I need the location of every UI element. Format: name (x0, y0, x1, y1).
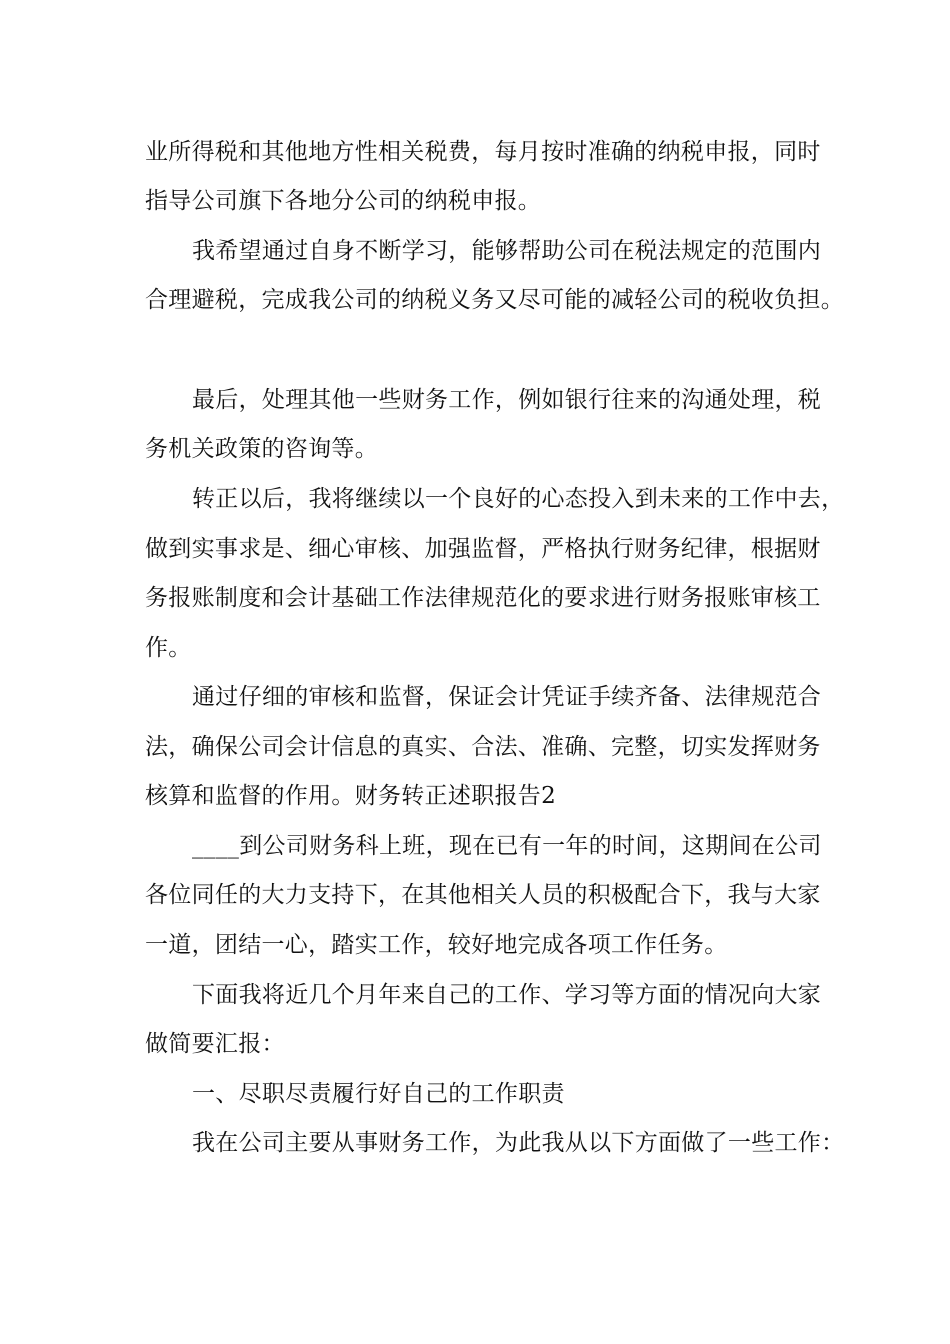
paragraph-start: 我在公司主要从事财务工作，为此我从以下方面做了一些工作： (192, 1130, 845, 1156)
text-line: 作。 (145, 635, 192, 661)
text-line: 各位同任的大力支持下，在其他相关人员的积极配合下，我与大家 (145, 882, 821, 908)
text-line: 做简要汇报： (145, 1031, 285, 1057)
text-line: 务报账制度和会计基础工作法律规范化的要求进行财务报账审核工 (145, 585, 821, 611)
paragraph-start: 通过仔细的审核和监督，保证会计凭证手续齐备、法律规范合 (192, 684, 822, 710)
text-line: 核算和监督的作用。财务转正述职报告2 (145, 783, 557, 809)
text-line: 务机关政策的咨询等。 (145, 436, 378, 462)
text-line: 法，确保公司会计信息的真实、合法、准确、完整，切实发挥财务 (145, 734, 821, 760)
paragraph-start: 下面我将近几个月年来自己的工作、学习等方面的情况向大家 (192, 982, 822, 1008)
text-line: 做到实事求是、细心审核、加强监督，严格执行财务纪律，根据财 (145, 536, 821, 562)
paragraph-start: 转正以后，我将继续以一个良好的心态投入到未来的工作中去， (192, 486, 845, 512)
text-line: 一道，团结一心，踏实工作，较好地完成各项工作任务。 (145, 932, 728, 958)
paragraph-start: ____到公司财务科上班，现在已有一年的时间，这期间在公司 (192, 833, 822, 859)
text-line: 业所得税和其他地方性相关税费，每月按时准确的纳税申报，同时 (145, 139, 821, 165)
section-heading: 一、尽职尽责履行好自己的工作职责 (192, 1081, 565, 1107)
text-line: 合理避税，完成我公司的纳税义务又尽可能的减轻公司的税收负担。 (145, 287, 844, 313)
paragraph-start: 我希望通过自身不断学习，能够帮助公司在税法规定的范围内 (192, 238, 822, 264)
text-line: 指导公司旗下各地分公司的纳税申报。 (145, 188, 542, 214)
paragraph-start: 最后，处理其他一些财务工作，例如银行往来的沟通处理，税 (192, 387, 822, 413)
